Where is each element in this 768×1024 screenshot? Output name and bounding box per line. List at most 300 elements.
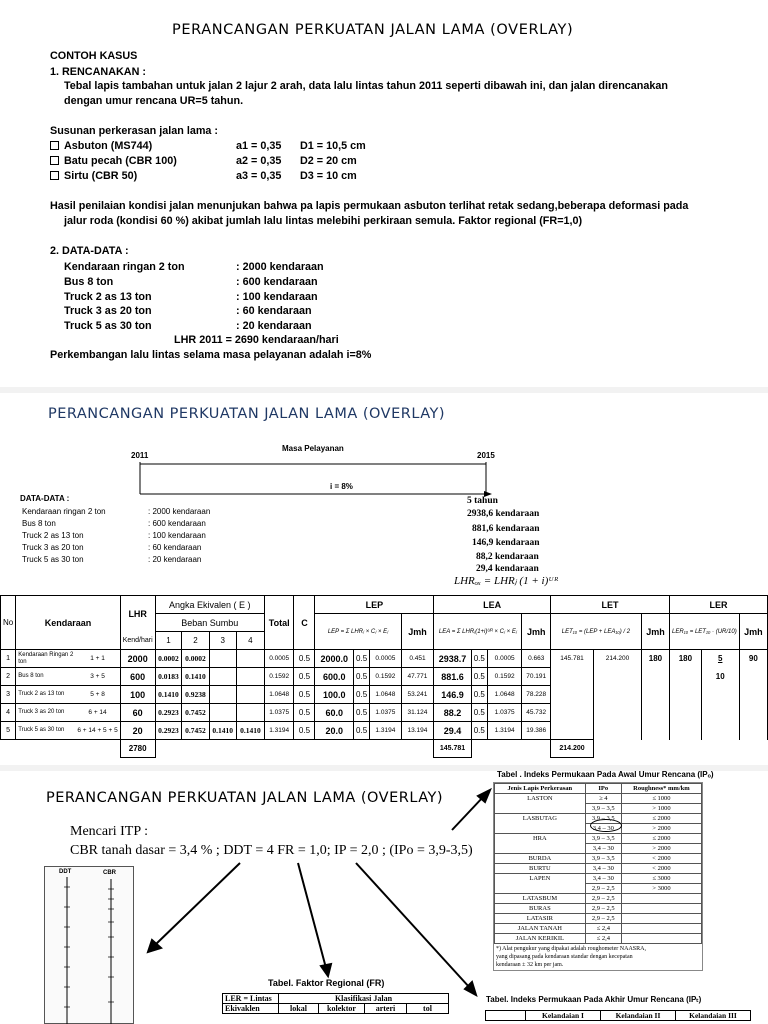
ipo-note-line: yang dipasang pada kendaraan standar dengan kecepatan: [496, 954, 633, 960]
col-angka-ekivalen: Angka Ekivalen ( E ): [155, 596, 264, 614]
ipo-cell: > 1000: [621, 804, 701, 814]
col-lep-jmh: Jmh: [401, 614, 434, 650]
layer-a: a1 = 0,35: [236, 140, 282, 152]
table-cell-total: 0.1592: [264, 668, 294, 686]
fr-table-title: Tabel. Faktor Regional (FR): [268, 978, 385, 988]
vehicle-small-value: : 100 kendaraan: [148, 531, 206, 540]
col-lea: LEA: [434, 596, 551, 614]
ipo-cell: [495, 824, 586, 834]
ipo-cell: ≤ 1000: [621, 794, 701, 804]
table-row: [495, 854, 702, 864]
ipo-cell: ≤ 2,4: [585, 924, 621, 934]
table-cell-lea-lhr: 146.9: [434, 686, 471, 704]
table-cell-lhr: 20: [120, 722, 155, 740]
vehicle-name: Kendaraan ringan 2 ton: [64, 261, 185, 273]
ipo-cell: [621, 914, 701, 924]
fr-col-kolektor: kolektor: [319, 1004, 365, 1014]
table-cell-no: 2: [1, 668, 16, 686]
ipo-cell: 3,9 – 3,5: [585, 834, 621, 844]
vehicle-value: : 600 kendaraan: [236, 276, 318, 288]
table-row: [495, 924, 702, 934]
table-cell-lep-lhr: 600.0: [315, 668, 354, 686]
table-cell-kend: Truck 2 as 13 ton: [16, 686, 76, 704]
table-cell-kend: Truck 3 as 20 ton: [16, 704, 76, 722]
col-lhr-unit: Kend/hari: [120, 632, 155, 650]
table-cell-let-b: [594, 686, 642, 704]
table-cell-e2: 0.1410: [182, 668, 209, 686]
table-cell-e1: 0.1410: [155, 686, 182, 704]
table-cell-lep-c: 0.5: [354, 704, 370, 722]
table-cell-lep-j: 47.771: [401, 668, 434, 686]
rencana-heading: 1. RENCANAKAN :: [50, 66, 146, 78]
table-cell-no: 4: [1, 704, 16, 722]
table-cell-lea-e: 1.3194: [487, 722, 522, 740]
vehicle-small-name: Kendaraan ringan 2 ton: [22, 507, 106, 516]
ipo-cell: [621, 904, 701, 914]
vehicle-small-name: Truck 2 as 13 ton: [22, 531, 84, 540]
table-cell-e2: 0.0002: [182, 650, 209, 668]
table-cell-e3: 0.1410: [209, 722, 236, 740]
table-cell-let-j: [641, 704, 669, 722]
ipo-cell: [495, 884, 586, 894]
lhr-calculation-table: [0, 595, 768, 758]
table-row: [1, 722, 768, 740]
ipt-col-kelandaian-2: Kelandaian II: [601, 1011, 676, 1021]
vehicle-name: Truck 3 as 20 ton: [64, 305, 152, 317]
table-cell-no: 1: [1, 650, 16, 668]
table-cell-axle: 6 + 14: [75, 704, 120, 722]
table-cell-ler-j: [739, 668, 767, 686]
fr-col-lokal: lokal: [279, 1004, 319, 1014]
ipo-cell: 3,9 – 3,5: [585, 814, 621, 824]
table-cell-lep-c: 0.5: [354, 650, 370, 668]
table-cell-e3: [209, 650, 236, 668]
slide-separator: [0, 387, 768, 393]
table-cell-let-a: [550, 722, 593, 740]
col-ler-jmh: Jmh: [739, 614, 767, 650]
table-cell-e4: [236, 686, 264, 704]
table-cell-ler-a: [670, 686, 702, 704]
table-cell-lea-c: 0.5: [471, 704, 487, 722]
ipo-cell: ≥ 4: [585, 794, 621, 804]
table-header-row: [495, 784, 702, 794]
checkbox-icon: [50, 156, 59, 165]
table-cell-ler-a: [670, 668, 702, 686]
ipo-col-jenis: Jenis Lapis Perkerasan: [495, 784, 586, 794]
col-kendaraan: Kendaraan: [16, 596, 120, 650]
table-row: [495, 864, 702, 874]
table-cell-e3: [209, 704, 236, 722]
ipo-cell: 3,9 – 3,5: [585, 854, 621, 864]
table-cell-ler-b: [701, 686, 739, 704]
sum-lhr: 2780: [120, 740, 155, 758]
ipo-cell: LATASIR: [495, 914, 586, 924]
table-cell-lea-c: 0.5: [471, 686, 487, 704]
layer-d: D3 = 10 cm: [300, 170, 357, 182]
ipo-cell: ≤ 2000: [621, 814, 701, 824]
table-cell-lep-lhr: 20.0: [315, 722, 354, 740]
ipo-cell: LASTON: [495, 794, 586, 804]
table-row: [1, 686, 768, 704]
vehicle-small-name: Truck 3 as 20 ton: [22, 543, 84, 552]
table-cell-e1: 0.0002: [155, 650, 182, 668]
table-header-row: [1, 596, 768, 614]
vehicle-value: : 100 kendaraan: [236, 291, 318, 303]
table-row: [495, 834, 702, 844]
lhr-total: LHR 2011 = 2690 kendaraan/hari: [174, 334, 339, 346]
ipo-cell: 3,4 – 30: [585, 844, 621, 854]
table-cell-lea-j: 70.191: [522, 668, 551, 686]
col-beban-sumbu: Beban Sumbu: [155, 614, 264, 632]
table-cell-let-j: [641, 722, 669, 740]
fr-col-klasifikasi: Klasifikasi Jalan: [279, 994, 449, 1004]
fr-col-ekivalen: Ekivaklen: [223, 1004, 279, 1014]
table-cell-let-j: 180: [641, 650, 669, 668]
fr-col-ler: LER = Lintas: [223, 994, 279, 1004]
ipo-cell: LATASBUM: [495, 894, 586, 904]
table-cell-lep-j: 0.451: [401, 650, 434, 668]
ipo-cell: < 2000: [621, 854, 701, 864]
col-lep: LEP: [315, 596, 434, 614]
table-cell-total: 1.3194: [264, 722, 294, 740]
table-cell-lep-e: 0.0005: [370, 650, 401, 668]
vehicle-small-name: Bus 8 ton: [22, 519, 56, 528]
perkembangan-text: Perkembangan lalu lintas selama masa pelayanan adalah i=8%: [50, 349, 372, 361]
ler-formula: LER₁₀ = LET₁₀ · (UR/10): [670, 614, 740, 650]
let-formula: LET₁₀ = (LEP + LEA₁₀) / 2: [550, 614, 641, 650]
ipo-cell: [621, 934, 701, 944]
table-row: [1, 704, 768, 722]
table-cell-lea-e: 1.0375: [487, 704, 522, 722]
ipo-cell: 2,9 – 2,5: [585, 894, 621, 904]
formula-lhr: LHRₒₓ = LHRⱼ (1 + i)ᵁᴿ: [454, 575, 559, 587]
table-cell-lep-c: 0.5: [354, 722, 370, 740]
col-total: Total: [264, 596, 294, 650]
penilaian-line-1: Hasil penilaian kondisi jalan menunjukan bahwa pa lapis permukaan asbuton terlihat retak sedang,beberapa deformasi pada: [50, 200, 689, 212]
ipo-cell: BURTU: [495, 864, 586, 874]
table-cell-lea-e: 0.0005: [487, 650, 522, 668]
table-cell-lea-e: 0.1592: [487, 668, 522, 686]
vehicle-small-value: : 2000 kendaraan: [148, 507, 211, 516]
projected-value: 88,2 kendaraan: [476, 552, 539, 562]
table-cell-lea-c: 0.5: [471, 722, 487, 740]
arrow-icon: [321, 964, 331, 976]
sum-lep: 145.781: [434, 740, 471, 758]
table-cell-c: 0.5: [294, 650, 315, 668]
table-cell-lea-j: 78.228: [522, 686, 551, 704]
projected-value: 881,6 kendaraan: [472, 524, 540, 534]
table-header-row: [486, 1011, 751, 1021]
table-cell-lhr: 60: [120, 704, 155, 722]
ipo-col-ipo: IPo: [585, 784, 621, 794]
table-cell-let-a: 145.781: [550, 650, 593, 668]
table-cell-lep-e: 1.3194: [370, 722, 401, 740]
table-cell-c: 0.5: [294, 686, 315, 704]
ipo-cell: JALAN KERIKIL: [495, 934, 586, 944]
vehicle-name: Truck 2 as 13 ton: [64, 291, 152, 303]
table-cell-ler-b: 10: [701, 668, 739, 686]
table-cell-let-b: 214.200: [594, 650, 642, 668]
rencana-line-1: Tebal lapis tambahan untuk jalan 2 lajur 2 arah, data lalu lintas tahun 2011 seperti dibawah ini, dan jalan direncanakan: [64, 80, 669, 92]
table-cell-ler-a: [670, 722, 702, 740]
layer-row: Batu pecah (CBR 100): [50, 155, 177, 167]
ipo-note: [494, 944, 702, 970]
table-row: [495, 884, 702, 894]
table-cell-lep-c: 0.5: [354, 686, 370, 704]
ipo-table: [494, 783, 702, 944]
ipo-cell: [495, 844, 586, 854]
ipo-cell: 3,4 – 30: [585, 864, 621, 874]
table-cell-ler-j: [739, 722, 767, 740]
ipo-table-title: Tabel . Indeks Permukaan Pada Awal Umur Rencana (IPₒ): [497, 770, 714, 779]
table-row: [1, 650, 768, 668]
checkbox-icon: [50, 141, 59, 150]
projected-value: 2938,6 kendaraan: [467, 509, 540, 519]
table-cell-lea-j: 0.663: [522, 650, 551, 668]
slide-2-title: PERANCANGAN PERKUATAN JALAN LAMA (OVERLAY): [48, 406, 446, 422]
vehicle-value: : 60 kendaraan: [236, 305, 312, 317]
table-cell-kend: Truck 5 as 30 ton: [16, 722, 76, 740]
table-cell-lea-c: 0.5: [471, 668, 487, 686]
ipo-cell: 2,9 – 2,5: [585, 904, 621, 914]
fr-col-tol: tol: [407, 1004, 449, 1014]
timeline-masa-label: Masa Pelayanan: [282, 444, 344, 453]
table-cell-lep-lhr: 2000.0: [315, 650, 354, 668]
table-cell-lea-lhr: 29.4: [434, 722, 471, 740]
ipo-cell: ≤ 3000: [621, 874, 701, 884]
table-cell-e2: 0.7452: [182, 722, 209, 740]
ipo-cell: LASBUTAG: [495, 814, 586, 824]
nomogram-cbr-label: CBR: [103, 870, 116, 876]
ipt-table-title: Tabel. Indeks Permukaan Pada Akhir Umur Rencana (IPₜ): [486, 995, 702, 1004]
table-header-row: [223, 994, 449, 1004]
ipo-note-line: *) Alat pengukur yang dipakai adalah roughometer NAASRA,: [496, 946, 646, 952]
table-cell-no: 3: [1, 686, 16, 704]
susunan-heading: Susunan perkerasan jalan lama :: [50, 125, 219, 137]
lea-formula: LEA = Σ LHRⱼ(1+i)ᵁᴿ × Cⱼ × Eⱼ: [434, 614, 522, 650]
ipo-cell: 2,9 – 2,5: [585, 914, 621, 924]
ipo-cell: ≤ 2,4: [585, 934, 621, 944]
ipo-cell: 3,4 – 30: [585, 874, 621, 884]
sum-lea: 214.200: [550, 740, 593, 758]
ipo-note-line: kendaraan ± 32 km per jam.: [496, 962, 564, 968]
table-row: [495, 934, 702, 944]
table-cell-lhr: 100: [120, 686, 155, 704]
col-no: No: [1, 596, 16, 650]
contoh-kasus-label: CONTOH KASUS: [50, 50, 138, 62]
table-cell-kend: Bus 8 ton: [16, 668, 76, 686]
table-cell-lea-lhr: 2938.7: [434, 650, 471, 668]
ipo-cell: BURAS: [495, 904, 586, 914]
ipo-cell: HRA: [495, 834, 586, 844]
vehicle-small-value: : 600 kendaraan: [148, 519, 206, 528]
table-cell-total: 1.0648: [264, 686, 294, 704]
table-row: [495, 794, 702, 804]
ipo-cell: < 2000: [621, 864, 701, 874]
fr-col-arteri: arteri: [365, 1004, 407, 1014]
table-cell-let-a: [550, 686, 593, 704]
data-small-heading: DATA-DATA :: [20, 494, 70, 503]
table-cell-c: 0.5: [294, 722, 315, 740]
vehicle-value: : 2000 kendaraan: [236, 261, 324, 273]
vehicle-small-value: : 20 kendaraan: [148, 555, 202, 564]
table-cell-lea-j: 19.386: [522, 722, 551, 740]
projected-value: 29,4 kendaraan: [476, 564, 539, 574]
col-lhr: LHR: [120, 596, 155, 632]
table-cell-lhr: 2000: [120, 650, 155, 668]
table-cell-e4: [236, 668, 264, 686]
table-cell-lep-e: 1.0648: [370, 686, 401, 704]
slide-1-title: PERANCANGAN PERKUATAN JALAN LAMA (OVERLAY): [172, 22, 574, 38]
ipt-col-kelandaian-3: Kelandaian III: [676, 1011, 751, 1021]
table-cell-e4: [236, 650, 264, 668]
layer-d: D2 = 20 cm: [300, 155, 357, 167]
vehicle-name: Bus 8 ton: [64, 276, 114, 288]
table-cell-axle: 6 + 14 + 5 + 5: [75, 722, 120, 740]
ipo-cell: 3,9 – 3,5: [585, 804, 621, 814]
table-cell-lep-e: 0.1592: [370, 668, 401, 686]
table-row: [495, 874, 702, 884]
table-cell-axle: 5 + 8: [75, 686, 120, 704]
slide-1: [0, 0, 768, 385]
table-cell-ler-a: 180: [670, 650, 702, 668]
table-cell-lea-j: 45.732: [522, 704, 551, 722]
table-cell-let-b: [594, 668, 642, 686]
table-cell-let-a: [550, 668, 593, 686]
table-cell-let-a: [550, 704, 593, 722]
table-cell-e2: 0.7452: [182, 704, 209, 722]
table-cell-ler-j: [739, 704, 767, 722]
table-cell-lea-lhr: 88.2: [434, 704, 471, 722]
col-c: C: [294, 596, 315, 650]
ipo-cell: 2,9 – 2,5: [585, 884, 621, 894]
table-cell-ler-j: [739, 686, 767, 704]
ipo-cell: JALAN TANAH: [495, 924, 586, 934]
lep-formula: LEP = Σ LHRⱼ × Cⱼ × Eⱼ: [315, 614, 401, 650]
table-cell-lep-c: 0.5: [354, 668, 370, 686]
layer-a: a2 = 0,35: [236, 155, 282, 167]
table-cell-e3: [209, 668, 236, 686]
table-cell-ler-a: [670, 704, 702, 722]
timeline-diagram: [0, 440, 768, 510]
timeline-tahun: 5 tahun: [467, 496, 498, 506]
highlight-circle: [590, 819, 622, 832]
table-cell-ler-b: [701, 722, 739, 740]
table-cell-let-j: [641, 686, 669, 704]
penilaian-line-2: jalur roda (kondisi 60 %) akibat jumlah lalu lintas melebihi perkiraan semula. Faktor regional (FR=1,0): [64, 215, 583, 227]
ipo-cell: [495, 804, 586, 814]
table-cell-total: 1.0375: [264, 704, 294, 722]
layer-a: a3 = 0,35: [236, 170, 282, 182]
ipo-cell: > 2000: [621, 824, 701, 834]
nomogram-ddt-label: DDT: [59, 869, 72, 875]
checkbox-icon: [50, 171, 59, 180]
table-cell-lea-lhr: 881.6: [434, 668, 471, 686]
table-cell-let-b: [594, 704, 642, 722]
table-cell-e2: 0.9238: [182, 686, 209, 704]
table-cell-e1: 0.2923: [155, 722, 182, 740]
vehicle-small-name: Truck 5 as 30 ton: [22, 555, 84, 564]
table-row: [1, 668, 768, 686]
col-ler: LER: [670, 596, 768, 614]
table-row: [495, 914, 702, 924]
ipo-cell: BURDA: [495, 854, 586, 864]
ipo-cell: [621, 924, 701, 934]
table-cell-let-b: [594, 722, 642, 740]
table-row: [495, 844, 702, 854]
vehicle-value: : 20 kendaraan: [236, 320, 312, 332]
ipo-cell: [621, 894, 701, 904]
table-cell-no: 5: [1, 722, 16, 740]
col-let: LET: [550, 596, 669, 614]
data-heading: 2. DATA-DATA :: [50, 245, 129, 257]
ipo-cell: 3,4 – 30: [585, 824, 621, 834]
fr-table: [222, 993, 449, 1014]
table-cell-lep-e: 1.0375: [370, 704, 401, 722]
table-cell-axle: 1 + 1: [75, 650, 120, 668]
col-sumbu-4: 4: [236, 632, 264, 650]
table-cell-lep-lhr: 60.0: [315, 704, 354, 722]
table-cell-lea-e: 1.0648: [487, 686, 522, 704]
table-cell-c: 0.5: [294, 668, 315, 686]
slide-3-title: PERANCANGAN PERKUATAN JALAN LAMA (OVERLAY): [46, 790, 444, 806]
ipt-table: [485, 1010, 751, 1021]
table-cell-ler-b: [701, 704, 739, 722]
table-cell-e3: [209, 686, 236, 704]
table-row: [495, 904, 702, 914]
col-sumbu-3: 3: [209, 632, 236, 650]
table-cell-let-j: [641, 668, 669, 686]
layer-d: D1 = 10,5 cm: [300, 140, 366, 152]
ipo-cell: LAPEN: [495, 874, 586, 884]
ipo-cell: ≤ 2000: [621, 834, 701, 844]
table-cell-lep-j: 31.124: [401, 704, 434, 722]
itp-mencari: Mencari ITP :: [70, 824, 149, 839]
table-row: [495, 894, 702, 904]
table-total-row: [1, 740, 768, 758]
table-cell-ler-j: 90: [739, 650, 767, 668]
vehicle-small-value: : 60 kendaraan: [148, 543, 202, 552]
table-cell-e1: 0.0183: [155, 668, 182, 686]
rencana-line-2: dengan umur rencana UR=5 tahun.: [64, 95, 244, 107]
table-cell-total: 0.0005: [264, 650, 294, 668]
table-cell-axle: 3 + 5: [75, 668, 120, 686]
col-let-jmh: Jmh: [641, 614, 669, 650]
col-sumbu-2: 2: [182, 632, 209, 650]
table-header-row: [223, 1004, 449, 1014]
table-cell-e4: 0.1410: [236, 722, 264, 740]
layer-row: Asbuton (MS744): [50, 140, 152, 152]
ipo-col-roughness: Roughness* mm/km: [621, 784, 701, 794]
ipo-cell: > 3000: [621, 884, 701, 894]
table-cell-lep-lhr: 100.0: [315, 686, 354, 704]
timeline-start-year: 2011: [131, 451, 149, 460]
table-row: [495, 804, 702, 814]
col-sumbu-1: 1: [155, 632, 182, 650]
ipt-col-kelandaian-1: Kelandaian I: [526, 1011, 601, 1021]
table-cell-ler-b: 5: [701, 650, 739, 668]
table-cell-e4: [236, 704, 264, 722]
table-cell-lea-c: 0.5: [471, 650, 487, 668]
itp-cbr-line: CBR tanah dasar = 3,4 % ; DDT = 4 FR = 1,0; IP = 2,0 ; (IPo = 3,9-3,5): [70, 843, 473, 858]
table-cell-kend: Kendaraan Ringan 2 ton: [16, 650, 76, 668]
table-cell-c: 0.5: [294, 704, 315, 722]
ipo-cell: > 2000: [621, 844, 701, 854]
timeline-growth-label: i = 8%: [330, 482, 353, 491]
col-lea-jmh: Jmh: [522, 614, 551, 650]
timeline-end-year: 2015: [477, 451, 495, 460]
table-cell-lhr: 600: [120, 668, 155, 686]
